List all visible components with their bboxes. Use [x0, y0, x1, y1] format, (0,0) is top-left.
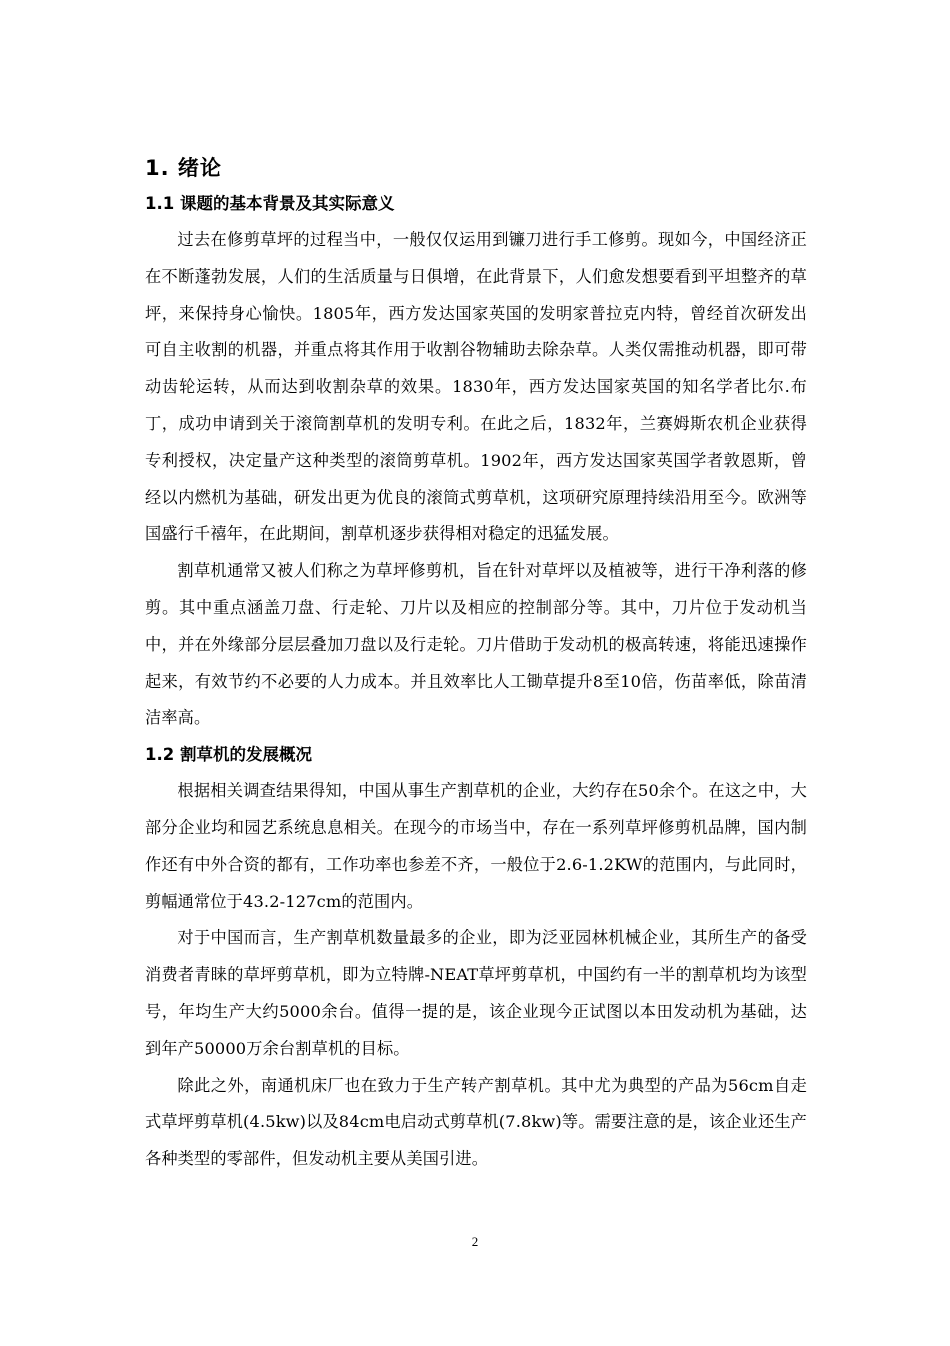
chapter-title: 1. 绪论 — [145, 156, 222, 180]
page-number: 2 — [471, 1234, 479, 1249]
paragraph-1-1-b: 割草机通常又被人们称之为草坪修剪机，旨在针对草坪以及植被等，进行干净利落的修剪。其中重点涵盖刀盘、行走轮、刀片以及相应的控制部分等。其中，刀片位于发动机当中，并在外缘部分层层叠加刀盘以及行走轮。刀片借助于发动机的极高转速，将能迅速操作起来，有效节约不必要的人力成本。并且效率比人工锄草提升8至10倍，伤苗率低，除苗清洁率高。 — [145, 561, 807, 728]
paragraph-1-2-b: 对于中国而言，生产割草机数量最多的企业，即为泛亚园林机械企业，其所生产的备受消费者青睐的草坪剪草机，即为立特牌-NEAT草坪剪草机，中国约有一半的割草机均为该型号，年均生产大约5000余台。值得一提的是，该企业现今正试图以本田发动机为基础，达到年产50000万余台割草机的目标。 — [145, 928, 807, 1058]
paragraph-1-2-a: 根据相关调查结果得知，中国从事生产割草机的企业，大约存在50余个。在这之中，大部分企业均和园艺系统息息相关。在现今的市场当中，存在一系列草坪修剪机品牌，国内制作还有中外合资的都有，工作功率也参差不齐，一般位于2.6-1.2KW的范围内，与此同时，剪幅通常位于43.2-127cm的范围内。 — [145, 781, 807, 911]
section-heading-1-1: 1.1 课题的基本背景及其实际意义 — [145, 194, 395, 213]
paragraph-1-1-a: 过去在修剪草坪的过程当中，一般仅仅运用到镰刀进行手工修剪。现如今，中国经济正在不断蓬勃发展，人们的生活质量与日俱增，在此背景下，人们愈发想要看到平坦整齐的草坪，来保持身心愉快。1805年，西方发达国家英国的发明家普拉克内特，曾经首次研发出可自主收割的机器，并重点将其作用于收割谷物辅助去除杂草。人类仅需推动机器，即可带动齿轮运转，从而达到收割杂草的效果。1830年，西方发达国家英国的知名学者比尔.布丁，成功申请到关于滚筒割草机的发明专利。在此之后，1832年，兰赛姆斯农机企业获得专利授权，决定量产这种类型的滚筒剪草机。1902年，西方发达国家英国学者敦恩斯，曾经以内燃机为基础，研发出更为优良的滚筒式剪草机，这项研究原理持续沿用至今。欧洲等国盛行千禧年，在此期间，割草机逐步获得相对稳定的迅猛发展。 — [145, 230, 807, 544]
page-content — [145, 150, 807, 1178]
section-heading-1-2: 1.2 割草机的发展概况 — [145, 745, 312, 765]
paragraph-1-2-c: 除此之外，南通机床厂也在致力于生产转产割草机。其中尤为典型的产品为56cm自走式草坪剪草机(4.5kw)以及84cm电启动式剪草机(7.8kw)等。需要注意的是，该企业还生产各种类型的零部件，但发动机主要从美国引进。 — [145, 1075, 807, 1169]
